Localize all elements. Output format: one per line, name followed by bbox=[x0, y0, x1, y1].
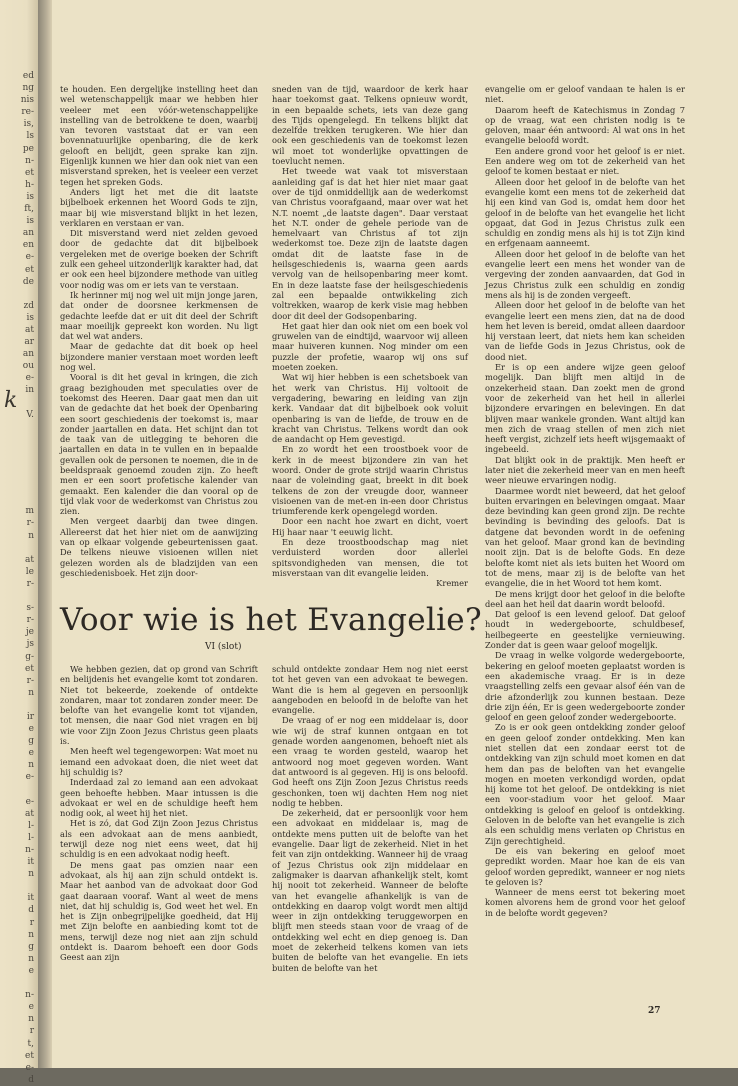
previous-page-edge bbox=[0, 0, 38, 1085]
article-column-1: We hebben gezien, dat op grond van Schrift en belijdenis het evangelie komt tot zondaren. Niet tot bekeerde, zoekende of ontdekte zondaren, maar tot zondaren zonder meer. De belofte van het evangelie komt tot vijanden, tot mensen, die naar God niet vragen en bij wie voor Zijn Zoon Jezus Christus geen plaats is. Men heeft wel tegengeworpen: Wat moet nu iemand een advokaat doen, die niet weet dat hij schuldig is? Inderdaad zal zo iemand aan een advokaat geen behoefte hebben. Maar intussen is die advokaat er wel en de schuldige heeft hem nodig ook, al weet hij het niet. Het is zó, dat God Zijn Zoon Jezus Christus als een advokaat aan de mens aanbiedt, terwijl deze nog niet eens weet, dat hij schuldig is en een advokaat nodig heeft. De mens gaat pas omzien naar een advokaat, als hij aan zijn schuld ontdekt is. Maar het aanbod van de advokaat door God gaat daaraan vooraf. Want al weet de mens niet, dat hij schuldig is, God weet het wel. En het is Zijn onbegrijpelijke goedheid, dat Hij met Zijn belofte en aanbieding komt tot de mens, terwijl deze nog niet aan zijn schuld ontdekt is. Daarom behoeft een door Gods Geest aan zijn bbox=[60, 664, 258, 963]
article-subtitle: VI (slot) bbox=[205, 642, 242, 652]
previous-page-mark: k bbox=[4, 388, 18, 413]
article-title: Voor wie is het Evangelie? bbox=[60, 602, 482, 638]
author-signature: Kremer bbox=[436, 578, 468, 589]
article-column-2: schuld ontdekte zondaar Hem nog niet eerst tot het geven van een advokaat te bewegen. Want die is hem al gegeven en persoonlijk aangeboden en beloofd in de belofte van het evangelie. De vraag of er nog een middelaar is, door wie wij de straf kunnen ontgaan en tot genade worden aangenomen, behoeft niet als een vraag te worden gesteld, waarop het antwoord nog moet gegeven worden. Want dat antwoord is al gegeven. Hij is ons beloofd. God heeft ons Zijn Zoon Jezus Christus reeds geschonken, toen wij dachten Hem nog niet nodig te hebben. De zekerheid, dat er persoonlijk voor hem een advokaat en middelaar is, mag de ontdekte mens putten uit de belofte van het evangelie. Daar ligt de zekerheid. Niet in het feit van zijn ontdekking. Wanneer hij de vraag of Jezus Christus ook zijn middelaar en zaligmaker is daarvan afhankelijk stelt, komt hij nooit tot zekerheid. Wanneer de belofte van het evangelie afhankelijk is van de ontdekking en daarop volgt wordt men altijd weer in zijn ontdekking teruggeworpen en blijft men steeds staan voor de vraag of de ontdekking wel echt en diep genoeg is. Dan moet de zekerheid telkens komen van iets buiten de belofte van het evangelie. En iets buiten de belofte van het bbox=[272, 664, 468, 973]
previous-page-text-fragments: ed ng nis re- is, ls pe n- et h- is ft, is an en e- et de zd is at ar an ou e- in V. m r- n at le r- s- r- je js g- et r- n ir e g e n e- e- at l- l- n- it n it d r n g n e n- e n r t, et e- d bbox=[20, 71, 34, 1085]
right-column: evangelie om er geloof vandaan te halen is er niet. Daarom heeft de Katechismus in Zondag 7 op de vraag, wat een christen nodig is te geloven, maar één antwoord: Al wat ons in het evangelie beloofd wordt. Een andere grond voor het geloof is er niet. Een andere weg om tot de zekerheid van het geloof te komen bestaat er niet. Alleen door het geloof in de belofte van het evangelie komt een mens tot de zekerheid dat hij een kind van God is, omdat hem door het geloof in de belofte van het evangelie het licht opgaat, dat God in Jezus Christus zulk een schuldig en zondig mens als hij is tot Zijn kind en erfgenaam aanneemt. Alleen door het geloof in de belofte van het evangelie leert een mens het wonder van de vergeving der zonden aanvaarden, dat God in Jezus Christus zulk een schuldig en zondig mens als hij is de zonden vergeeft. Alleen door het geloof in de belofte van het evangelie leert een mens zien, dat na de dood hem het leven is bereid, omdat alleen daardoor hij verstaan leert, dat niets hem kan scheiden van de liefde Gods in Jezus Christus, ook de dood niet. Er is op een andere wijze geen geloof mogelijk. Dan blijft men altijd in de onzekerheid staan. Dan zoekt men de grond voor de zekerheid van het heil in allerlei bijzondere ervaringen en belevingen. En dat blijven maar wankele gronden. Want altijd kan men zich de vraag stellen of men zich niet heeft vergist, zichzelf iets heeft wijsgemaakt of ingebeeld. Dat blijkt ook in de praktijk. Men heeft er later niet die zekerheid meer van en men heeft weer nieuwe ervaringen nodig. Daarmee wordt niet beweerd, dat het geloof buiten ervaringen en belevingen omgaat. Maar deze bevinding kan geen grond zijn. De rechte bevinding is bevinding des geloofs. Dat is datgene dat bevonden wordt in de oefening van het geloof. Maar grond kan de bevinding nooit zijn. Dat is de belofte Gods. En deze belofte komt niet als iets buiten het Woord om tot de mens, maar zij is de belofte van het evangelie, die in het Woord tot hem komt. De mens krijgt door het geloof in die belofte deel aan het heil dat daarin wordt beloofd. Dat geloof is een levend geloof. Dat geloof houdt in wedergeboorte, schuldbesef, heilbegeerte en geestelijke vernieuwing. Zonder dat is geen waar geloof mogelijk. De vraag in welke volgorde wedergeboorte, bekering en geloof moeten geplaatst worden is een akademische vraag. Er is in deze vraagstelling zelfs een gevaar alsof één van de drie afzonderlijk zou kunnen bestaan. Deze drie zijn één, Er is geen wedergeboorte zonder geloof en geen geloof zonder wedergeboorte. Zo is er ook geen ontdekking zonder geloof en geen geloof zonder ontdekking. Men kan niet stellen dat een zondaar eerst tot de ontdekking van zijn schuld moet komen en dat hem dan pas de beloften van het evangelie mogen en moeten verkondigd worden, opdat hij kome tot het geloof. De ontdekking is niet een voor-stadium voor het geloof. Maar ontdekking is geloof en geloof is ontdekking. Geloven in de belofte van het evangelie is zich als een schuldig mens verlaten op Christus en Zijn gerechtigheid. De eis van bekering en geloof moet gepredikt worden. Maar hoe kan de eis van geloof worden gepredikt, wanneer er nog niets te geloven is? Wanneer de mens eerst tot bekering moet komen alvorens hem de grond voor het geloof in de belofte wordt gegeven? bbox=[485, 84, 685, 918]
page-number: 27 bbox=[648, 1006, 661, 1016]
page-gutter bbox=[38, 0, 52, 1068]
top-column-2: sneden van de tijd, waardoor de kerk haar haar toekomst gaat. Telkens opnieuw wordt, in een bepaalde schets, iets van deze gang des Tijds opengelegd. En telkens blijkt dat dezelfde trekken terugkeren. Wie hier dan ook een geschiedenis van de toekomst lezen wil moet tot wonderlijke opvattingen de toevlucht nemen. Het tweede wat vaak tot misverstaan aanleiding gaf is dat het hier niet maar gaat over de tijd onmiddellijk aan de wederkomst van Christus voorafgaand, maar over wat het N.T. noemt „de laatste dagen". Daar verstaat het N.T. onder de gehele periode van de hemelvaart van Christus af tot zijn wederkomst toe. Deze zijn de laatste dagen omdat dit de laatste fase in de heilsgeschiedenis is, waarna geen aards vervolg van de heilsopenbaring meer komt. En in deze laatste fase der heilsgeschiedenis zal een bepaalde ontwikkeling zich voltrekken, waarop de kerk visie mag hebben door dit deel der Godsopenbaring. Het gaat hier dan ook niet om een boek vol gruwelen van de eindtijd, waarvoor wij alleen maar huiveren kunnen. Nog minder om een puzzle der profetie, waarop wij ons suf moeten zoeken. Wat wij hier hebben is een schetsboek van het werk van Christus. Hij voltooit de vergadering, bewaring en leiding van zijn kerk. Vandaar dat dit bijbelboek ook voluit openbaring is van de liefde, de trouw en de kracht van Christus. Telkens wordt dan ook de aandacht op Hem gevestigd. En zo wordt het een troostboek voor de kerk in de meest bijzondere zin van het woord. Onder de grote strijd waarin Christus naar de voleinding gaat, breekt in dit boek telkens de zon der vreugde door, wanneer visioenen van de met-en in-een door Christus triumferende kerk opengelegd worden. Door een nacht hoe zwart en dicht, voert Hij haar naar 't eeuwig licht. En deze troostboodschap mag niet verduisterd worden door allerlei spitsvondigheden van mensen, die tot misverstaan van dit evangelie leiden. Kremer bbox=[272, 84, 468, 589]
top-column-1: te houden. Een dergelijke instelling heet dan wel wetenschappelijk maar we hebben hier veeleer met een vóór-wetenschappelijke instelling van de betrokkene te doen, waarbij van tevoren vaststaat dat er van een bovennatuurlijke openbaring, die de kerk gelooft en belijdt, geen sprake kan zijn. Eigenlijk kunnen we hier dan ook niet van een misverstand spreken, het is veeleer een verzet tegen het spreken Gods. Anders ligt het met die dit laatste bijbelboek erkennen het Woord Gods te zijn, maar bij wie misverstand blijkt in het lezen, verklaren en verstaan er van. Dit misverstand werd niet zelden gevoed door de gedachte dat dit bijbelboek vergeleken met de overige boeken der Schrift zulk een geheel uitzonderlijk karakter had, dat er ook een heel bijzondere methode van uitleg voor nodig was om er iets van te verstaan. Ik herinner mij nog wel uit mijn jonge jaren, dat onder de doorsnee kerkmensen de gedachte leefde dat er uit dit deel der Schrift maar moeilijk gepreekt kon worden. Nu ligt dat wel wat anders. Maar de gedachte dat dit boek op heel bijzondere manier verstaan moet worden leeft nog wel. Vooral is dit het geval in kringen, die zich graag bezighouden met speculaties over de toekomst des Heeren. Daar gaat men dan uit van de gedachte dat het boek der Openbaring een soort geschiedenis der toekomst is, maar zonder jaartallen en data. Het schijnt dan tot de taak van de uitlegging te behoren die jaartallen en data in te vullen en in bepaalde gevallen ook de personen te noemen, die in de beeldspraak genoemd zouden zijn. Zo heeft men er een soort profetische kalender van gemaakt. Een kalender die dan vooral op de tijd vlak voor de wederkomst van Christus zou zien. Men vergeet daarbij dan twee dingen. Allereerst dat het hier niet om de aanwijzing van op elkaar volgende gebeurtenissen gaat. De telkens nieuwe visioenen willen niet gelezen worden als de bladzijden van een geschiedenisboek. Het zijn door- bbox=[60, 84, 258, 578]
